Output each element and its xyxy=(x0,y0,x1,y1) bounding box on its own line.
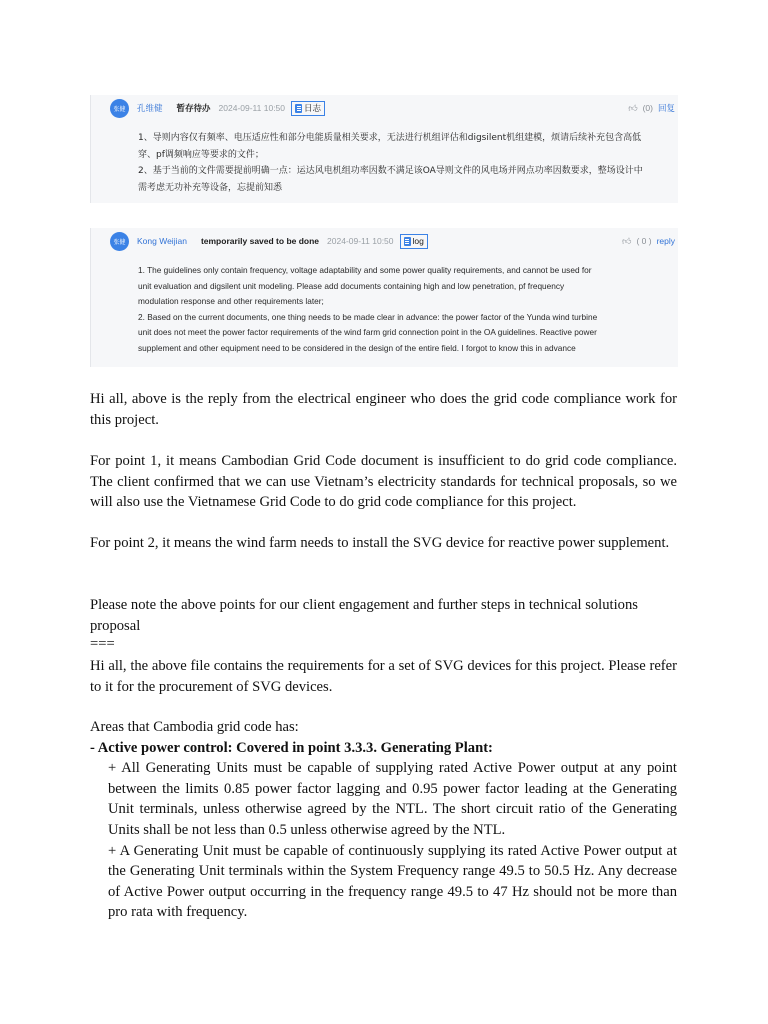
areas-intro: Areas that Cambodia grid code has: xyxy=(90,719,299,735)
comment-username[interactable]: 孔维健 xyxy=(137,103,163,113)
comment-line: unit evaluation and digsilent unit modeling. Please add documents containing high and low penetration, pf frequency xyxy=(138,280,565,291)
thumbs-up-icon[interactable]: 👍︎ xyxy=(628,102,638,113)
separator: === xyxy=(90,636,115,653)
comment-timestamp: 2024-09-11 10:50 xyxy=(327,236,394,246)
body-paragraph: Hi all, the above file contains the requirements for a set of SVG devices for this project. Please refer to it for the procurement of SVG devices. xyxy=(90,658,677,695)
reply-link[interactable]: reply xyxy=(656,236,675,246)
document-icon xyxy=(404,237,411,246)
paragraph-point-1 xyxy=(90,451,677,513)
comment-line: 2. Based on the current documents, one thing needs to be made clear in advance: the power factor of the Yunda wind turbine xyxy=(138,311,598,322)
comment-line: supplement and other equipment need to be considered in the design of the entire field. I forgot to know this in advance xyxy=(138,342,576,353)
body-paragraph: Please note the above points for our client engagement and further steps in technical solutions proposal xyxy=(90,597,638,634)
body-paragraph: For point 1, it means Cambodian Grid Code document is insufficient to do grid code compliance. The client confirmed that we can use Vietnam’s electricity standards for technical proposals, so we will also use the Vietnamese Grid Code to do grid code compliance for this project. xyxy=(90,453,677,511)
like-count: (0) xyxy=(642,103,653,113)
avatar[interactable]: 张健 xyxy=(110,99,129,118)
comment-line: modulation response and other requirements later; xyxy=(138,296,324,306)
log-tag[interactable] xyxy=(291,101,325,116)
avatar[interactable]: 张健 xyxy=(110,232,129,251)
bullet-item: + A Generating Unit must be capable of continuously supplying its rated Active Power output at the Generating Unit terminals within the System Frequency range 49.5 to 50.5 Hz. Any decrease of Active Power output occurring in the frequency range 49.5 to 47 Hz should not be more than pro rata with frequency. xyxy=(108,842,677,921)
paragraph-reply-intro xyxy=(90,389,677,430)
like-count: ( 0 ) xyxy=(636,236,652,246)
comment-timestamp: 2024-09-11 10:50 xyxy=(218,103,286,113)
comment-line: 穿、pf调频响应等要求的文件； xyxy=(138,149,264,160)
comment-line: 1. The guidelines only contain frequency, voltage adaptability and some power quality requirements, and cannot be used for xyxy=(138,265,592,275)
comment-header xyxy=(91,228,678,254)
log-tag-label: 日志 xyxy=(304,103,322,113)
document-icon xyxy=(295,104,302,113)
comment-line: 1、导则内容仅有频率、电压适应性和部分电能质量相关要求，无法进行机组评估和digsilent机组建模，烦请后续补充包含高低 xyxy=(138,133,642,143)
body-paragraph: Hi all, above is the reply from the electrical engineer who does the grid code compliance work for this project. xyxy=(90,391,677,428)
section-heading: - Active power control: Covered in point 3.3.3. Generating Plant: xyxy=(90,739,493,756)
comment-line: 需考虑无功补充等设备，忘提前知悉 xyxy=(138,182,283,193)
section-grid-code-areas xyxy=(90,717,677,923)
reply-link[interactable]: 回复 xyxy=(657,103,675,113)
thumbs-up-icon[interactable]: 👍︎ xyxy=(622,235,632,246)
comment-body xyxy=(138,263,660,356)
paragraph-svg-file xyxy=(90,656,677,697)
comment-line: 2、基于当前的文件需要提前明确一点：运达风电机组功率因数不满足该OA导则文件的风电场并网点功率因数要求，整场设计中 xyxy=(138,166,643,176)
comment-card-english xyxy=(90,228,678,367)
comment-username[interactable]: Kong Weijian xyxy=(137,236,187,246)
body-paragraph: For point 2, it means the wind farm needs to install the SVG device for reactive power supplement. xyxy=(90,535,670,551)
paragraph-note xyxy=(90,595,677,652)
comment-card-chinese xyxy=(90,95,678,203)
comment-status: 暂存待办 xyxy=(176,103,211,113)
comment-line: unit does not meet the power factor requirements of the wind farm grid connection point in the OA guidelines. Reactive power xyxy=(138,327,597,337)
comment-status: temporarily saved to be done xyxy=(200,236,320,246)
log-tag-label: log xyxy=(412,236,424,246)
paragraph-point-2 xyxy=(90,533,677,554)
comment-header xyxy=(91,95,678,121)
bullet-item: + All Generating Units must be capable of supplying rated Active Power output at any point between the limits 0.85 power factor lagging and 0.95 power factor leading at the Generating Unit terminals, unless otherwise agreed by the NTL. The short circuit ratio of the Generating Units shall be not less than 0.5 unless otherwise agreed by the NTL. xyxy=(108,760,677,838)
log-tag[interactable] xyxy=(400,234,428,249)
comment-body xyxy=(138,130,660,196)
